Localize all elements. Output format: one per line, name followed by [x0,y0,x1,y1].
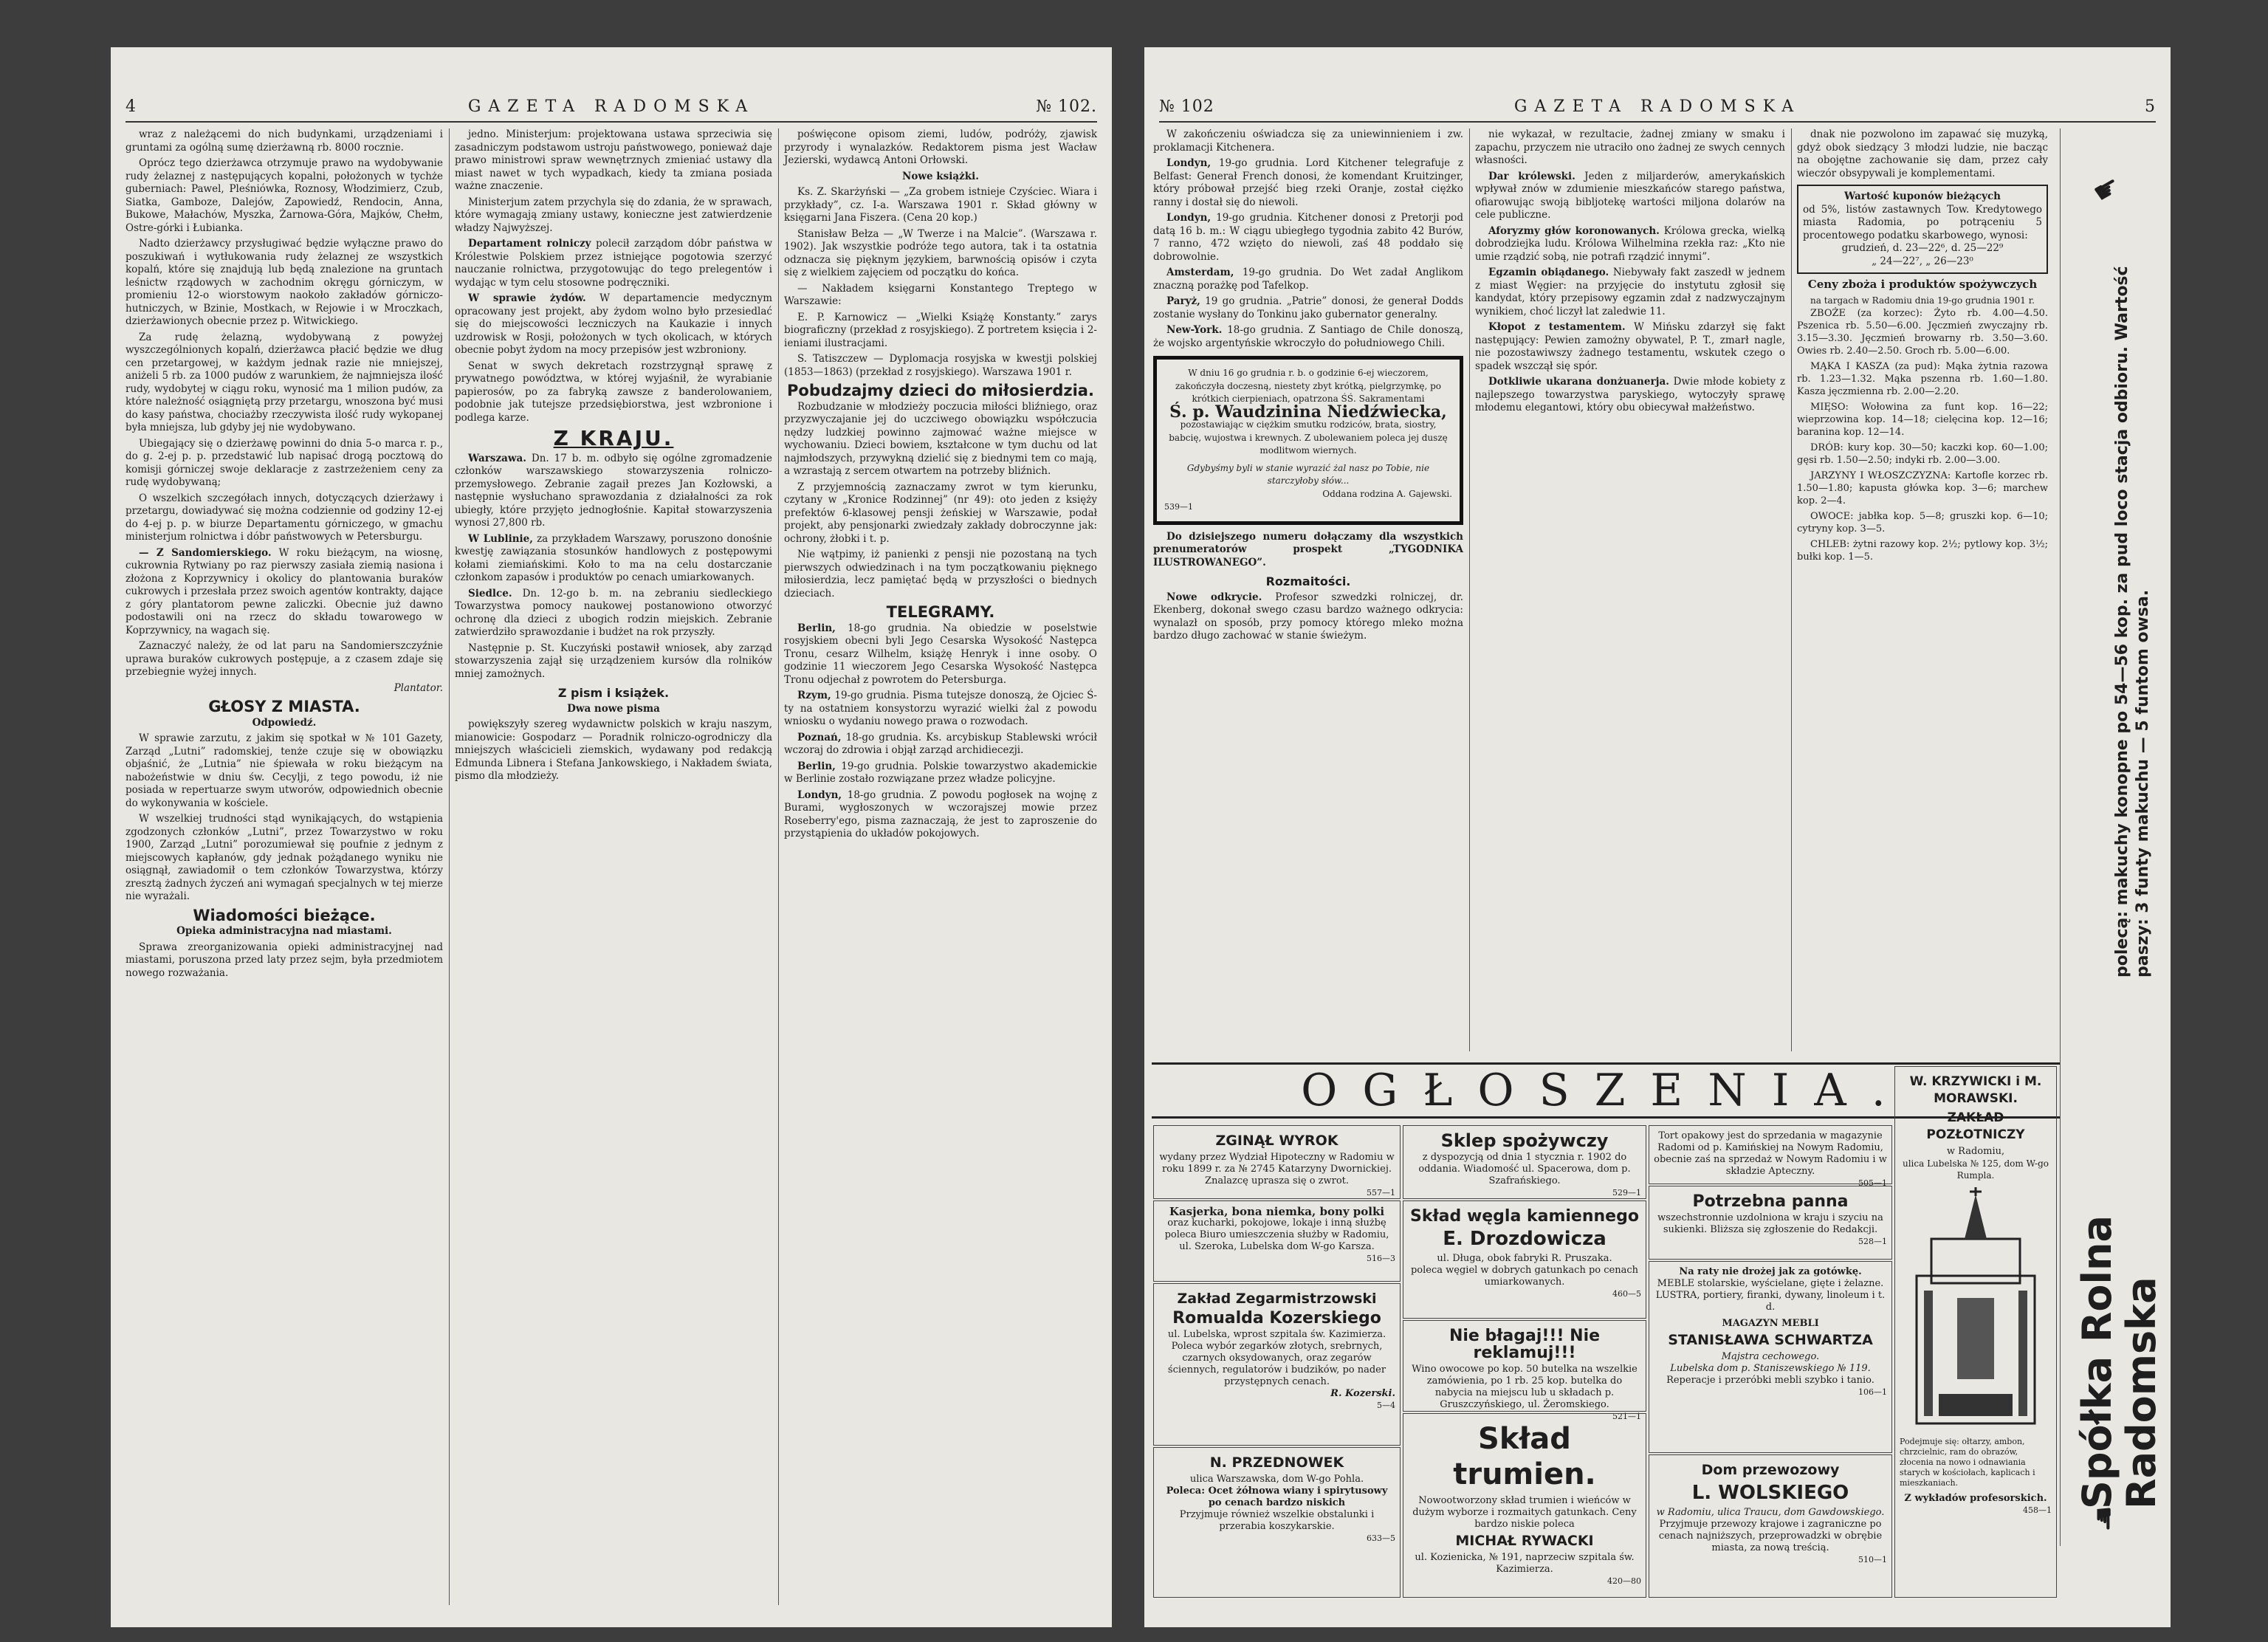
paragraph: Ministerjum zatem przychyla się do zdania, że w sprawach, które wymagają zmiany ustawy, konieczne jest zatwierdzenie władzy Najwyższej. [455,196,772,234]
ad-title: ZAKŁAD POZŁOTNICZY [1926,1110,2025,1142]
news-item: Dotkliwie ukarana donżuanerja. Dwie młode kobiety z najlepszego towarzystwa paryskiego, wytoczyły sprawę młodemu elegantowi, który obu obiecywał małżeństwo. [1475,376,1785,413]
ad-servants-bureau [1153,1200,1401,1282]
death-notice-number: 539—1 [1164,502,1193,512]
section-title: TELEGRAMY. [886,603,995,621]
price-row: ZBOŻE (za korzec): Żyto rb. 4.00—4.50. Pszenica rb. 5.50—6.00. Jęczmień zwyczajny rb. 3.15—3.30. Jęczmień browarny rb. 3.50—3.60. Owies rb. 2.40—2.50. Groch rb. 5.00—6.00. [1797,308,2048,357]
death-notice-name: Ś. p. Waudzinina Niedźwiecka, [1169,402,1447,422]
ad-text: Przyjmuje przewozy krajowe i zagraniczne po cenach najniższych, przeprowadzki w obrębie miasta, za nową treścią. [1658,1519,1883,1553]
page-number: 4 [126,97,142,116]
telegram: Poznań, 18-go grudnia. Ks. arcybiskup Stablewski wrócił wczoraj do zdrowia i objął zarząd archidiecezji. [784,731,1097,756]
ad-number: 516—3 [1367,1254,1395,1263]
news-item: Nowe odkrycie. Profesor szwedzki rolniczej, dr. Ekenberg, dokonał swego czasu bardzo ważnego odkrycia: wynalazł on sposób, przy pomocy którego mleko można bardzo długo zachować w stanie świeżym. [1153,591,1463,642]
ad-title: Skład węgla kamiennego [1410,1207,1639,1226]
book-item: Stanisław Bełza — „W Twerze i na Malcie”. (Warszawa r. 1902). Jak wszystkie podróże tego autora, tak i ta ostatnia odznacza się pięknym językiem, barwnością opisów i czyta się z wielkiem zajęciem od początku do końca. [784,227,1097,278]
ad-title: Na raty nie drożej jak za gotówkę. [1679,1266,1862,1277]
death-notice-intro: W dniu 16 go grudnia r. b. o godzinie 6-ej wieczorem, zakończyła doczesną, niestety zbyt krótką, pielgrzymkę, po krótkich cierpieniach, opatrzona ŚŚ. Sakramentami [1175,368,1442,404]
news-item: Dar królewski. Jeden z miljarderów, amerykańskich wpływał znów w zdumienie mieszkańców starego państwa, ofiarowując swoją bibljotekę wartości miljona dolarów na cele publiczne. [1475,170,1785,221]
masthead: GAZETA RADOMSKA [467,97,755,116]
paragraph: dnak nie pozwolono im zapawać się muzyką, gdyż obok siedzący 3 młodzi ludzie, nie bacząc na obojętne zachowanie się dam, przez cały wieczór obsypywali je komplementami. [1797,128,2048,179]
paragraph: W zakończeniu oświadcza się za uniewinnieniem i zw. proklamacji Kitchenera. [1153,128,1463,154]
ad-name: Romualda Kozerskiego [1172,1309,1381,1327]
right-column-3 [1797,128,2048,1051]
ad-grocery [1403,1125,1646,1199]
ad-title: Potrzebna panna [1692,1192,1849,1211]
news-item: Paryż, 19 go grudnia. „Patrie” donosi, że generał Dodds zostanie wysłany do Tonkinu jako gubernator generalny. [1153,295,1463,320]
column-rule [1469,128,1470,1051]
issue-number: № 102. [1036,97,1097,116]
warsaw-item: Warszawa. Dn. 17 b. m. odbyło się ogólne zgromadzenie członków warszawskiego stowarzyszenia rolniczo-przemysłowego. Zebranie zagaił prezes Jan Kozłowski, a następnie wysłuchano sprawozdania z działalności za rok ubiegły, które przyjęto jednogłośnie. Kapitał stowarzyszenia wynosi 27,800 rb. [455,452,772,529]
spolka-rolna-title: Spółka Rolna Radomska [2074,1215,2165,1509]
news-item: Aforyzmy głów koronowanych. Królowa grecka, wielką dobrodziejka ludu. Królowa Wilhelmina rzekła raz: „Kto nie umie rządzić sobą, nie potrafi rządzić innymi”. [1475,224,1785,263]
book-item: S. Tatiszczew — Dyplomacja rosyjska w kwestji polskiej (1853—1863) (przekład z rosyjskiego). Warszawa 1901 r. [784,353,1097,378]
right-column-1 [1153,128,1463,1051]
telegram: Berlin, 18-go grudnia. Na obiedzie w poselstwie rosyjskiem obecni byli Jego Cesarska Wysokość Następca Tronu, cesarz Wilhelm, książę Henryk i inne osoby. O godzinie 11 wieczorem Jego Cesarska Wysokość Następca Tronu odjechał z powrotem do Petersburga. [784,622,1097,686]
ad-text: MEBLE stolarskie, wyścielane, gięte i żelazne. LUSTRA, portiery, firanki, dywany, linoleum i t. d. [1655,1278,1886,1313]
issue-number: № 102 [1159,97,1214,116]
ad-number: 529—1 [1612,1188,1641,1198]
column-rule [449,128,450,1605]
right-header [1159,92,2156,123]
price-row: DRÓB: kury kop. 30—50; kaczki kop. 60—1.00; gęsi rb. 1.50—2.50; indyki rb. 2.00—3.00. [1797,442,2048,466]
ad-number: 106—1 [1858,1387,1887,1397]
paragraph: Nie wątpimy, iż panienki z pensji nie pozostaną na tych pierwszych odwiedzinach i na tym początkowaniu pięknego miłosierdzia, lecz pamiętać będą w przyszłości o biednych dzieciach. [784,549,1097,600]
ad-text: oraz kucharki, pokojowe, lokaje i inną służbę poleca Biuro umieszczenia służby w Radomiu, ul. Szeroka, Lubelska dom W-go Karsza. [1164,1217,1389,1252]
subsection-title: Dwa nowe pisma [567,702,660,715]
section-title: Z KRAJU. [553,426,674,450]
ad-address: ul. Długa, obok fabryki R. Pruszaka. [1437,1253,1612,1264]
paragraph: Senat w swych dekretach rozstrzygnął sprawę z prywatnego powództwa, w której wyjaśnił, że wyrabianie papierosów, po za fabryką zawsze z banderolowaniem, podobnie jak tutejsze przedsiębiorstwa, jest wzbronione i podlega karze. [455,360,772,424]
ad-signature: R. Kozerski. [1330,1388,1395,1399]
ad-gilding-workshop [1894,1066,2057,1598]
ad-number: 510—1 [1858,1555,1887,1564]
ad-text: Wino owocowe po kop. 50 butelka na wszelkie zamówienia, po 1 rb. 25 kop. butelka do nabycia na miejscu lub u składach p. Gruszczyńskiego, ul. Żeromskiego. [1412,1364,1638,1410]
ad-number: 5—4 [1377,1401,1395,1410]
coupon-box [1797,185,2048,274]
prices-subtitle: na targach w Radomiu dnia 19-go grudnia 1901 r. [1810,295,2035,306]
altar-illustration [1902,1187,2049,1431]
ad-lost-verdict [1153,1125,1401,1199]
prices-table [1797,307,2048,563]
news-item: Amsterdam, 19-go grudnia. Do Wet zadał Anglikom znaczną porażkę pod Tafelkop. [1153,267,1463,292]
subsection-title: Odpowiedź. [252,716,317,729]
section-title: Wiadomości bieżące. [193,906,376,924]
ad-seamstress-wanted [1649,1186,1892,1260]
ad-number: 557—1 [1367,1188,1395,1198]
telegram: Londyn, 18-go grudnia. Z powodu pogłosek na wojnę z Burami, wygłoszonych w wczorajszej mowie przez Roseberry'ego, pisma zaznaczają, że jest to zaproszenie do przystąpienia do układów pokojowych. [784,789,1097,839]
price-row: JARZYNY I WŁOSZCZYZNA: Kartofle korzec rb. 1.50—1.80; kapusta główka kop. 3—6; marchew kop. 2—4. [1797,470,2048,506]
paragraph: poświęcone opisom ziemi, ludów, podróży, zjawisk przyrody i wynalazków. Redaktorem pisma jest Wacław Jezierski, wydawcą Antoni Orłowski. [784,128,1097,166]
price-row: MĄKA I KASZA (za pud): Mąka żytnia razowa rb. 1.23—1.32. Mąka pszenna rb. 1.60—1.80. Kasza jęczmienna rb. 2.00—2.20. [1797,361,2048,397]
ad-text: wydany przez Wydział Hipoteczny w Radomiu w roku 1899 r. za № 2745 Katarzyny Dwornickiej. Znalazcę uprasza się o zwrot. [1159,1152,1395,1186]
column-rule [1791,128,1792,1051]
news-item: Londyn, 19-go grudnia. Kitchener donosi z Pretorji pod datą 16 b. m.: W ciągu ubiegłego tygodnia zabito 42 Burów, 7 ranno, 472 wzięto do niewoli, zaś 48 poddało się dobrowolnie. [1153,212,1463,263]
jews-item: W sprawie żydów. W departamencie medycznym opracowany jest projekt, aby żydom wolno było przesiedlać się do miejscowości leczniczych na Kaukazie i innych uzdrowisk w Rosji, położonych w tych okolicach, w których obecnie pobyt żydom na mocy przepisów jest wzbroniony. [455,292,773,356]
section-title: Z pism i książek. [557,686,670,700]
lublin-item: W Lublinie, za przykładem Warszawy, poruszono donośnie kwestję zawiązania stosunków handlowych z postępowymi kołami ziemiańskimi. Koło to ma na celu dostarczanie członkom zapasów i produktów po cenach umiarkowanych. [455,532,772,583]
feed-cake-ad: polecą: makuchy konopne po 54—56 kop. za pud loco stacja odbioru. Wartość paszy: 3 funty makuchu — 5 funtom owsa. [2113,266,2152,978]
column-rule [778,128,779,1605]
left-column-2 [455,128,772,1605]
paragraph: Rozbudzanie w młodzieży poczucia miłości bliźniego, oraz przyzwyczajanie jej do uczciwego obowiązku współczucia nędzy ludzkiej powinno zajmować ważne miejsce w wychowaniu. Dzieci bowiem, kształcone w tym duchu od lat najmłodszych, przywykną dzielić się z biednymi tem co mają, a wzrastają z sercem otwartem na potrzeby bliźnich. [784,400,1097,477]
ad-coal-store [1403,1200,1646,1319]
ad-watchmaker [1153,1283,1401,1446]
prices-title: Ceny zboża i produktów spożywczych [1807,278,2038,291]
ad-subtitle: Majstra cechowego. [1721,1351,1820,1362]
siedlce-item: Siedlce. Dn. 12-go b. m. na zebraniu siedleckiego Towarzystwa pomocy naukowej postanowiono otworzyć ochronę dla dzieci z ubogich rodzin miejskich. Zebranie zatwierdziło sprawozdanie i budżet na rok przyszły. [455,587,772,638]
subsection-title: Opieka administracyjna nad miastami. [176,925,392,937]
paragraph: Nadto dzierżawcy przysługiwać będzie wyłączne prawo do poszukiwań i wytłukowania rudy żelaznej ze wszystkich kopalń, które się znajdują lub będą znalezione na gruntach leśnictw rządowych w zachodnim okręgu górniczym, w promieniu 12-o wiorstowym naokoło zakładów górniczo-hutniczych, w Bzinie, Mostkach, w Rejowie i w Mroczkach, dzierżawionych obecnie przez p. Witwickiego. [126,238,443,327]
ad-city: w Radomiu, [1946,1146,2005,1157]
ad-text: wszechstronnie uzdolniona w kraju i szyciu na sukienki. Bliższa się zgłoszenie do Redakcji. [1657,1212,1883,1235]
book-item: — Nakładem księgarni Konstantego Treptego w Warszawie: [784,282,1097,307]
news-item: Kłopot z testamentem. W Mińsku zdarzył się fakt następujący: Pewien zamożny obywatel, P. T., zmarł nagle, nie pozostawiwszy żadnego testamentu, wskutek czego o spadek wszczął się spór. [1475,321,1786,372]
ad-number: 420—80 [1607,1576,1641,1586]
paragraph: jedno. Ministerjum: projektowana ustawa sprzeciwia się zasadniczym podstawom ustroju państwowego, ponieważ daje prawo ministrowi spraw wewnętrznych zmieniać ustawy dla miast nawet w tych wypadkach, kiedy ta zmiana posiada ważne znaczenie. [455,128,772,192]
section-title: Pobudzajmy dzieci do miłosierdzia. [787,382,1094,399]
ad-text: Podejmuje się: ołtarzy, ambon, chrzcielnic, ram do obrazów, złocenia na nowo i odnawiania starych w kościołach, kaplicach i mieszkaniach. [1900,1437,2035,1488]
ad-number: 458—1 [2023,1505,2052,1515]
ad-address: Lubelska dom p. Staniszewskiego № 119. [1670,1363,1871,1374]
side-ad-strip [2060,128,2164,1546]
death-notice-body: pozostawiając w ciężkim smutku rodziców, brata, siostry, babcię, wujostwa i krewnych. Z ubolewaniem poleca jej duszę modlitwom wiernych. [1169,419,1448,456]
ad-peat [1649,1125,1892,1188]
coupon-text: od 5%, listów zastawnych Tow. Kredytowego miasta Radomia, po potrąceniu 5 procentowego podatku skarbowego, wynosi: [1803,203,2042,241]
ad-przednowek [1153,1447,1401,1598]
news-item: Londyn, 19-go grudnia. Lord Kitchener telegrafuje z Belfast: Generał French donosi, że komendant Kruitzinger, który próbował przejść bieg rzeki Oranje, został ciężko ranny i dostał się do niewoli. [1153,157,1463,208]
ad-name: L. WOLSKIEGO [1691,1482,1849,1504]
section-title: GŁOSY Z MIASTA. [208,698,360,715]
ad-text: Poleca: Ocet żółnowa wiany i spirytusowy po cenach bardzo niskich [1166,1485,1388,1508]
price-row: MIĘSO: Wołowina za funt kop. 16—22; wieprzowina kop. 14—18; cielęcina kop. 12—16; baranina kop. 12—14. [1797,402,2048,438]
paragraph: W wszelkiej trudności stąd wynikających, do wstąpienia zgodzonych członków „Lutni”, przez Towarzystwo w roku 1900, Zarząd „Lutni” porozumiewał się poufnie z jednym z miejscowych kapłanów, gdy jednak pożądanego wyniku nie osiągnął, zawiadomił o tem członków Towarzystwa, którzy zresztą żadnych życzeń ani wymagań specjalnych w tej mierze nie wyrażali. [126,813,443,902]
paragraph: Oprócz tego dzierżawca otrzymuje prawo na wydobywanie rudy żelaznej z następujących kopalni, położonych w tychże guberniach: Pawel, Pleśniówka, Roznosy, Włodzimierz, Czub, Siatka, Gamboze, Dalejów, Zapowiedź, Rendocin, Anna, Bukowe, Małachów, Myszka, Żarnowa-Góra, Majków, Chełm, Ostre-górki i Łubianka. [126,157,443,234]
ad-text: z dyspozycją od dnia 1 stycznia r. 1902 do oddania. Wiadomość ul. Spacerowa, dom p. Szafrańskiego. [1418,1152,1631,1186]
right-column-2 [1475,128,1785,1051]
ad-title: N. PRZEDNOWEK [1209,1454,1344,1471]
death-notice-signature: Oddana rodzina A. Gajewski. [1322,488,1452,499]
ad-title: Kasjerka, bona niemka, bony polki [1169,1205,1385,1218]
price-row: OWOCE: jabłka kop. 5—8; gruszki kop. 6—10; cytryny kop. 3—5. [1797,511,2048,535]
ad-text: Tort opakowy jest do sprzedania w magazynie Radomi od p. Kamińskiej na Nowym Radomiu, obecnie zaś na sprzedaż w Nowym Radomiu i w składzie Apteczny. [1654,1130,1887,1177]
ad-number: 505—1 [1858,1178,1887,1188]
ad-name: E. Drozdowicza [1443,1228,1606,1250]
price-row: CHLEB: żytni razowy kop. 2½; pytlowy kop. 3½; bułki kop. 1—5. [1797,539,2048,563]
paragraph: wraz z należącemi do nich budynkami, urządzeniami i gruntami za ogólną sumę dzierżawną rb. 8000 rocznie. [126,128,443,154]
ad-address: ulica Warszawska, dom W-go Pohla. [1189,1474,1364,1485]
death-notice [1153,356,1463,525]
pointing-hand-icon: ☛ [2086,168,2127,211]
paragraph: Ubiegający się o dzierżawę powinni do dnia 5-o marca r. p., do g. 2-ej p. p. przedstawić lub napisać drogą pocztową do komisji górniczej swoje deklaracje z zastrzeżeniem ceny za rudę wydobywaną; [126,437,443,488]
ad-number: 521—1 [1612,1412,1641,1421]
left-page [111,47,1112,1627]
coupon-title: Wartość kuponów bieżących [1843,190,2001,202]
ad-title: Dom przewozowy [1701,1462,1840,1478]
ad-coffins [1403,1413,1646,1598]
paragraph: Następnie p. St. Kuczyński postawił wniosek, aby zarząd stowarzyszenia zajął się urządzeniem kursów dla rolników mniej zamożnych. [455,642,772,680]
department-item: Departament rolniczy polecił zarządom dóbr państwa w Królestwie Polskiem przez istniejące pogotowia szerzyć nauczanie rolnictwa, przygotowując do tego prelegentów i wydając w tym celu stosowne podręczniki. [455,238,772,289]
coupon-row: grudzień, d. 23—22⁶, d. 25—22⁹ [1841,242,2004,254]
ad-title: Nie błagaj!!! Nie reklamuj!!! [1449,1327,1601,1362]
ad-fruit-wine [1403,1320,1646,1421]
paragraph: powiększyły szereg wydawnictw polskich w kraju naszym, mianowicie: Gospodarz — Poradnik rolniczo-ogrodniczy dla mniejszych właścicieli ziemskich, wydawany pod redakcją Edmunda Libnera i Stefana Jankowskiego, i Nakładem świata, pismo dla młodzieży. [455,718,772,782]
ad-address: ulica Lubelska № 125, dom W-go Rumpla. [1902,1158,2049,1181]
ad-number: 460—5 [1612,1289,1641,1299]
ad-address: w Radomiu, ulica Traucu, dom Gawdowskiego. [1656,1507,1885,1518]
ad-number: 633—5 [1367,1533,1395,1543]
ad-title: Sklep spożywczy [1440,1130,1609,1151]
news-item: Egzamin obiądanego. Niebywały fakt zaszedł w jednem z miast Węgier: na przyjęcie do instytutu zgłosił się kandydat, który przepisowy egzamin zdał z nadzwyczajnym wynikiem, choć liczył lat zaledwie 11. [1475,267,1786,317]
ad-text: poleca węgiel w dobrych gatunkach po cenach umiarkowanych. [1410,1265,1638,1288]
ad-transport-house [1649,1454,1892,1598]
ad-footer: Z wykładów profesorskich. [1904,1493,2047,1504]
subsection-title: Nowe książki. [902,170,979,182]
book-item: E. P. Karnowicz — „Wielki Książę Konstanty.” zarys biograficzny (przekład z rosyjskiego). Z portretem księcia i 2-ieniami ilustracjami. [784,311,1097,349]
ad-address: ul. Kozienicka, № 191, naprzeciw szpitala św. Kazimierza. [1415,1552,1635,1575]
prospekt-note: Do dzisiejszego numeru dołączamy dla wszystkich prenumeratorów prospekt „TYGODNIKA ILUSTROWANEGO”. [1153,530,1463,568]
ad-furniture [1649,1261,1892,1453]
left-column-1 [126,128,443,1605]
book-item: Ks. Z. Skarżyński — „Za grobem istnieje Czyściec. Wiara i przykłady”, cz. I-a. Warszawa 1901 r. Skład główny w księgarni Jana Fiszera. (Cena 20 kop.) [784,186,1097,224]
right-page [1144,47,2171,1627]
ads-title: OGŁOSZENIA. [1152,1062,2060,1119]
signature: Plantator. [394,681,443,694]
ad-subtitle: MAGAZYN MEBLI [1722,1318,1819,1329]
page-number: 5 [2145,97,2156,116]
paragraph: Za rudę żelazną, wydobywaną z powyżej wyszczególnionych kopalń, dzierżawca płacić będzie we dług cen przetargowej, w każdym jednak razie nie mniejszej, aniżeli 5 rb. za 1000 pudów z warunkiem, że najmniejsza ilość rudy, wydobytej w ciągu roku, wynosić ma 1 milion pudów, za które należność osiągniętą przy przetargu, wnoszona być musi do kasy państwa, chociażby rzeczywista ilość rudy wykopanej była mniejsza, lub gdyby jej nie wydobywano. [126,331,443,433]
ad-title: ZGINĄŁ WYROK [1215,1133,1339,1149]
ad-title: Skład trumien. [1453,1422,1596,1491]
ad-text: Przyjmuje również wszelkie obstalunki i przerabia koszykarskie. [1179,1509,1375,1532]
paragraph: O wszelkich szczegółach innych, dotyczących dzierżawy i przetargu, dowiadywać się można codziennie od godziny 12-ej do 4-ej p. p. w biurze Departamentu górniczego, w gmachu ministerjum rolnictwa i dóbr państwowych w Petersburgu. [126,492,443,543]
ad-name: W. KRZYWICKI i M. MORAWSKI. [1909,1074,2042,1106]
masthead: GAZETA RADOMSKA [1513,97,1801,116]
ad-text: Reperacje i przeróbki mebli szybko i tanio. [1666,1375,1874,1386]
paragraph: Z przyjemnością zaznaczamy zwrot w tym kierunku, czytany w „Kronice Rodzinnej” (nr 49): oto jeden z księży prefektów 6-klasowej pensji żeńskiej w Warszawie, podał projekt, aby pensjonarki zwiedzały zakłady dobroczynne jak: ochrony, żłobki i t. p. [784,481,1097,545]
paragraph: Zaznaczyć należy, że od lat paru na Sandomierszczyźnie uprawa buraków cukrowych postępuje, a z czasem zdaje się przebiegnie wyżej innych. [126,640,443,678]
telegram: Berlin, 19-go grudnia. Polskie towarzystwo akademickie w Berlinie zostało rozwiązane przez władze policyjne. [784,760,1097,785]
paragraph: W sprawie zarzutu, z jakim się spotkał w № 101 Gazety, Zarząd „Lutni” radomskiej, tenże czuje się w obowiązku objaśnić, że „Lutnia” nie śpiewała w roku bieżącym na nabożeństwie w dniu św. Cecylji, z tego powodu, iż nie posiada w repertuarze swym utworów, odpowiednich obecnie do wykonywania w kościele. [126,732,443,809]
ad-text: Nowootworzony skład trumien i wieńców w dużym wyborze i rozmaitych gatunkach. Ceny bardzo niskie poleca [1412,1495,1637,1530]
paragraph: Sprawa zreorganizowania opieki administracyjnej nad miastami, poruszona przed laty przez sejm, była przedmiotem nowego rozważania. [126,941,443,979]
section-title: Rozmaitości. [1265,574,1351,588]
coupon-row: „ 24—22⁷, „ 26—23⁰ [1872,255,1973,267]
news-item: New-York. 18-go grudnia. Z Santiago de Chile donoszą, że wojsko argentyńskie wkroczyło do południowego Chili. [1153,324,1463,349]
ad-number: 528—1 [1858,1237,1887,1246]
pointing-hand-icon: ☛ [2086,1505,2120,1532]
ad-name: STANISŁAWA SCHWARTZA [1668,1332,1873,1348]
ad-title: Zakład Zegarmistrzowski [1177,1291,1377,1307]
sandomierz-item: — Z Sandomierskiego. W roku bieżącym, na wiosnę, cukrownia Rytwiany po raz pierwszy zasiała ziemią nasiona i złożona z Koprzywnicy i okolicy do plantowania buraków cukrowych i przesłała przez swoich agentów kontrakty, dające z góry plantatorom pewne zaliczki. Obecnie już dawno podostawili oni na rzecz do składu towarowego w Koprzywnicy, na wagach się. [126,546,443,636]
ad-text: ul. Lubelska, wprost szpitala św. Kazimierza. Poleca wybór zegarków złotych, srebrnych, czarnych oksydowanych, oraz zegarów ściennych, regulatorów i budzików, po nader przystępnych cenach. [1167,1329,1386,1387]
left-column-3 [784,128,1097,1605]
left-header [126,92,1097,123]
death-notice-poem: Gdybyśmy byli w stanie wyrazić żal nasz po Tobie, nie starczyłoby słów... [1186,462,1430,486]
ad-name: MICHAŁ RYWACKI [1455,1533,1594,1549]
paragraph: nie wykazał, w rezultacie, żadnej zmiany w smaku i zapachu, przyczem nie utraciło ono żadnej ze swych cennych własności. [1475,128,1785,166]
telegram: Rzym, 19-go grudnia. Pisma tutejsze donoszą, że Ojciec Ś-ty na ostatniem konsystorzu wyrazić wielki żal z powodu wniosku o wydaniu nowego prawa o rozwodach. [784,690,1097,727]
